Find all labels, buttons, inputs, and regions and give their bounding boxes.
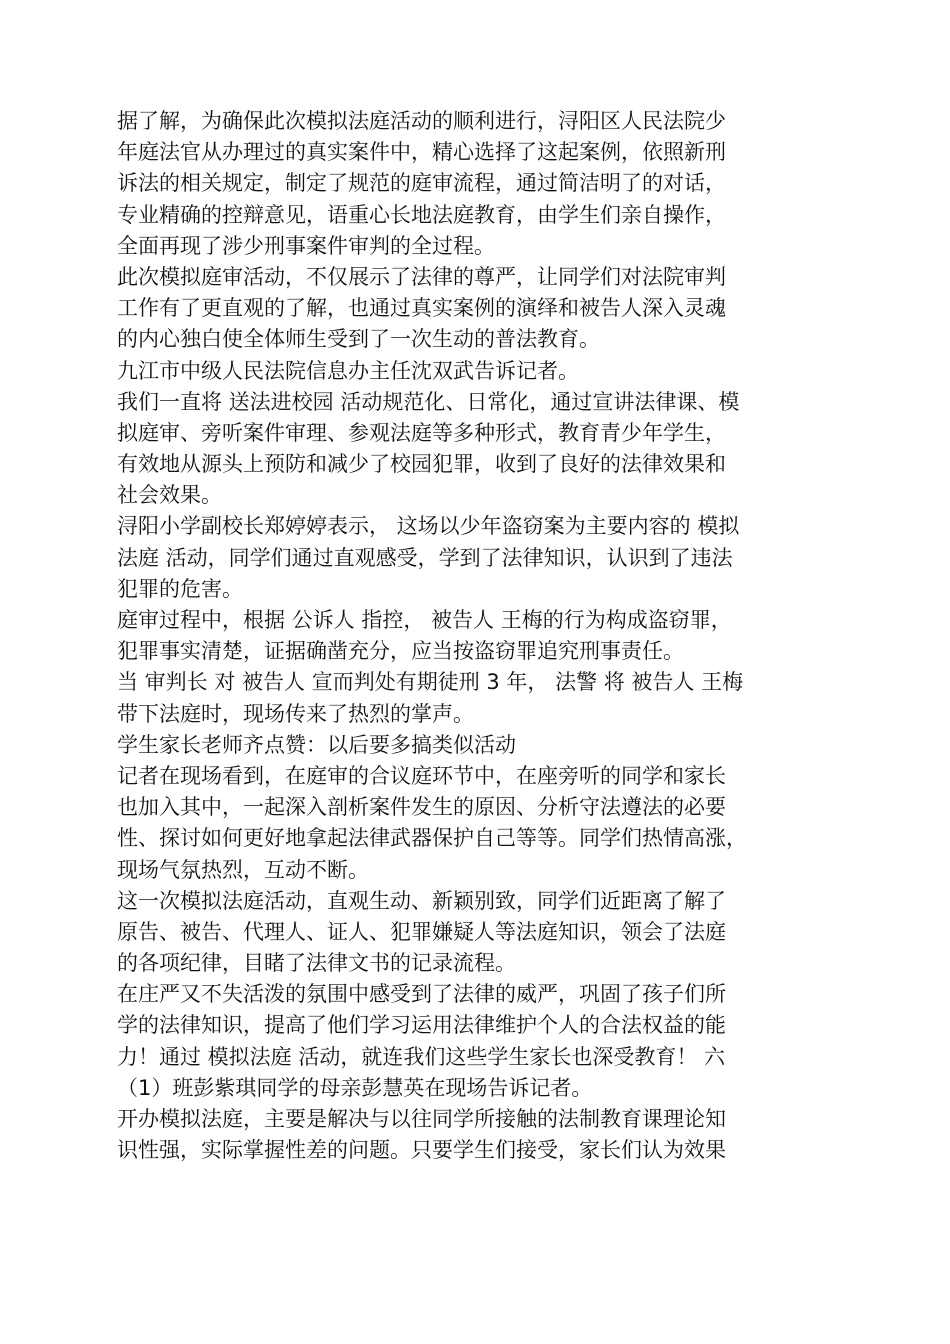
text-line: 庭审过程中，根据 公诉人 指控， 被告人 王梅的行为构成盗窃罪， [117,608,732,632]
text-line: 原告、被告、代理人、证人、犯罪嫌疑人等法庭知识，领会了法庭 [117,919,726,944]
article-body [117,106,857,1166]
text-line: 在庄严又不失活泼的氛围中感受到了法律的威严，巩固了孩子们所 [117,982,726,1007]
text-line: 法庭 活动，同学们通过直观感受，学到了法律知识，认识到了违法 [117,545,733,570]
text-line: （1）班彭紫琪同学的母亲彭慧英在现场告诉记者。 [117,1075,593,1100]
text-line: 性、探讨如何更好地拿起法律武器保护自己等等。同学们热情高涨， [117,826,747,851]
text-line: 据了解，为确保此次模拟法庭活动的顺利进行，浔阳区人民法院少 [117,109,726,133]
text-line: 当 审判长 对 被告人 宣而判处有期徒刑 3 年， 法警 将 被告人 王梅 [117,670,744,695]
section-heading: 学生家长老师齐点赞：以后要多搞类似活动 [117,732,516,757]
text-line: 诉法的相关规定，制定了规范的庭审流程，通过简洁明了的对话， [117,171,726,196]
text-line: 此次模拟庭审活动，不仅展示了法律的尊严，让同学们对法院审判 [117,264,726,289]
text-line: 我们一直将 送法进校园 活动规范化、日常化，通过宣讲法律课、模 [117,389,740,414]
text-line: 开办模拟法庭，主要是解决与以往同学所接触的法制教育课理论知 [117,1107,726,1131]
text-line: 犯罪的危害。 [117,576,243,601]
text-line: 学的法律知识，提高了他们学习运用法律维护个人的合法权益的能 [117,1013,726,1038]
text-line: 社会效果。 [117,483,222,508]
text-line: 这一次模拟法庭活动，直观生动、新颖别致，同学们近距离了解了 [117,888,726,913]
text-line: 也加入其中，一起深入剖析案件发生的原因、分析守法遵法的必要 [117,795,726,820]
text-line: 浔阳小学副校长郑婷婷表示， 这场以少年盗窃案为主要内容的 模拟 [117,514,740,539]
text-line: 犯罪事实清楚，证据确凿充分，应当按盗窃罪追究刑事责任。 [117,639,684,664]
text-line: 专业精确的控辩意见，语重心长地法庭教育，由学生们亲自操作， [117,202,726,227]
text-line: 的各项纪律，目睹了法律文书的记录流程。 [117,951,516,976]
text-line: 记者在现场看到，在庭审的合议庭环节中，在座旁听的同学和家长 [117,763,726,788]
text-line: 力！通过 模拟法庭 活动，就连我们这些学生家长也深受教育！ 六 [117,1044,726,1069]
text-line: 九江市中级人民法院信息办主任沈双武告诉记者。 [117,358,579,383]
text-line: 现场气氛热烈，互动不断。 [117,857,369,882]
text-line: 工作有了更直观的了解，也通过真实案例的演绎和被告人深入灵魂 [117,296,726,321]
text-line: 有效地从源头上预防和减少了校园犯罪，收到了良好的法律效果和 [117,452,726,477]
text-line: 带下法庭时，现场传来了热烈的掌声。 [117,701,474,726]
text-line: 识性强，实际掌握性差的问题。只要学生们接受，家长们认为效果 [117,1138,726,1163]
text-line: 全面再现了涉少刑事案件审判的全过程。 [117,233,495,258]
text-line: 的内心独白使全体师生受到了一次生动的普法教育。 [117,327,600,352]
text-line: 年庭法官从办理过的真实案件中，精心选择了这起案例，依照新刑 [117,140,726,165]
text-line: 拟庭审、旁听案件审理、参观法庭等多种形式，教育青少年学生， [117,420,726,445]
